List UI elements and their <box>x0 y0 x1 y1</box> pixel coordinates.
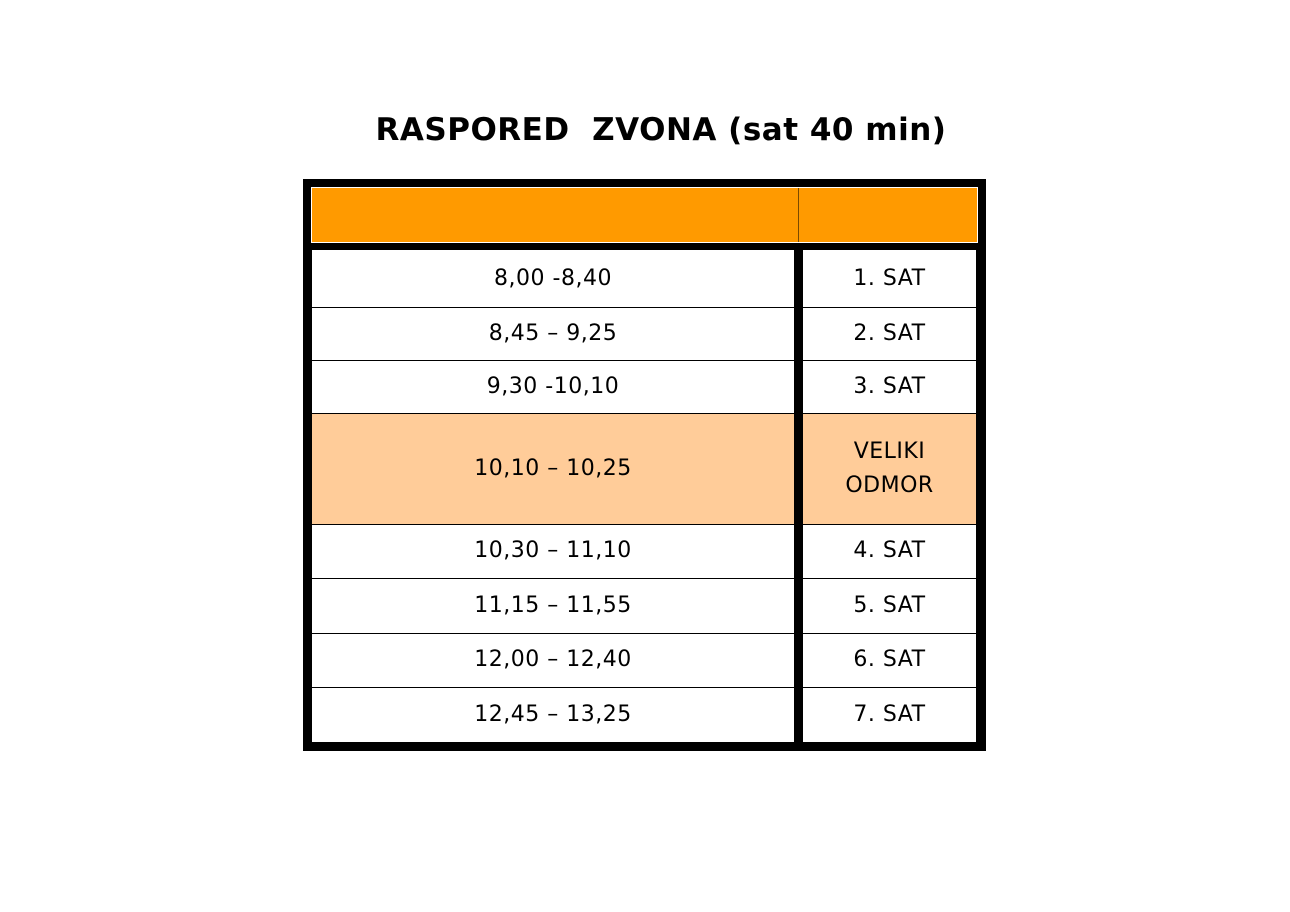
time-slot-text: 12,00 – 12,40 <box>474 647 632 672</box>
time-cell <box>312 250 794 307</box>
period-label: 5. SAT <box>853 592 926 618</box>
period-cell <box>803 524 976 578</box>
row-divider <box>312 524 794 525</box>
row-divider <box>312 578 794 579</box>
period-cell <box>803 633 976 687</box>
row-divider <box>803 578 976 579</box>
period-cell <box>803 413 976 524</box>
row-divider <box>803 633 976 634</box>
period-label: 3. SAT <box>853 373 926 399</box>
table-header <box>311 187 978 243</box>
time-slot-text: 12,45 – 13,25 <box>474 701 632 727</box>
period-cell <box>803 578 976 633</box>
row-divider <box>312 633 794 634</box>
time-cell <box>312 524 794 578</box>
time-cell <box>312 687 794 742</box>
period-cell <box>803 687 976 742</box>
row-divider <box>803 687 976 688</box>
period-label: 6. SAT <box>853 647 926 672</box>
time-slot-text: 11,15 – 11,55 <box>474 592 632 618</box>
period-cell <box>803 307 976 360</box>
time-cell <box>312 360 794 413</box>
period-label: 4. SAT <box>853 538 926 563</box>
time-cell <box>312 307 794 360</box>
row-divider <box>312 687 794 688</box>
header-divider <box>798 188 799 242</box>
row-divider <box>803 360 976 361</box>
time-slot-text: 10,30 – 11,10 <box>474 538 632 563</box>
time-cell <box>312 578 794 633</box>
period-label: 7. SAT <box>853 701 926 727</box>
row-divider <box>312 307 794 308</box>
time-cell <box>312 413 794 524</box>
period-cell <box>803 360 976 413</box>
row-divider <box>803 413 976 414</box>
period-label: 1. SAT <box>853 265 926 291</box>
row-divider <box>803 524 976 525</box>
row-divider <box>312 360 794 361</box>
row-divider <box>312 413 794 414</box>
time-slot-text: 8,45 – 9,25 <box>488 320 618 346</box>
period-label: VELIKI ODMOR <box>845 438 934 498</box>
time-cell <box>312 633 794 687</box>
time-slot-text: 8,00 -8,40 <box>494 265 612 291</box>
period-cell <box>803 250 976 307</box>
time-slot-text: 10,10 – 10,25 <box>474 455 632 481</box>
page-title: RASPORED ZVONA (sat 40 min) <box>375 112 947 148</box>
time-slot-text: 9,30 -10,10 <box>486 373 620 399</box>
row-divider <box>803 307 976 308</box>
period-label: 2. SAT <box>853 320 926 346</box>
